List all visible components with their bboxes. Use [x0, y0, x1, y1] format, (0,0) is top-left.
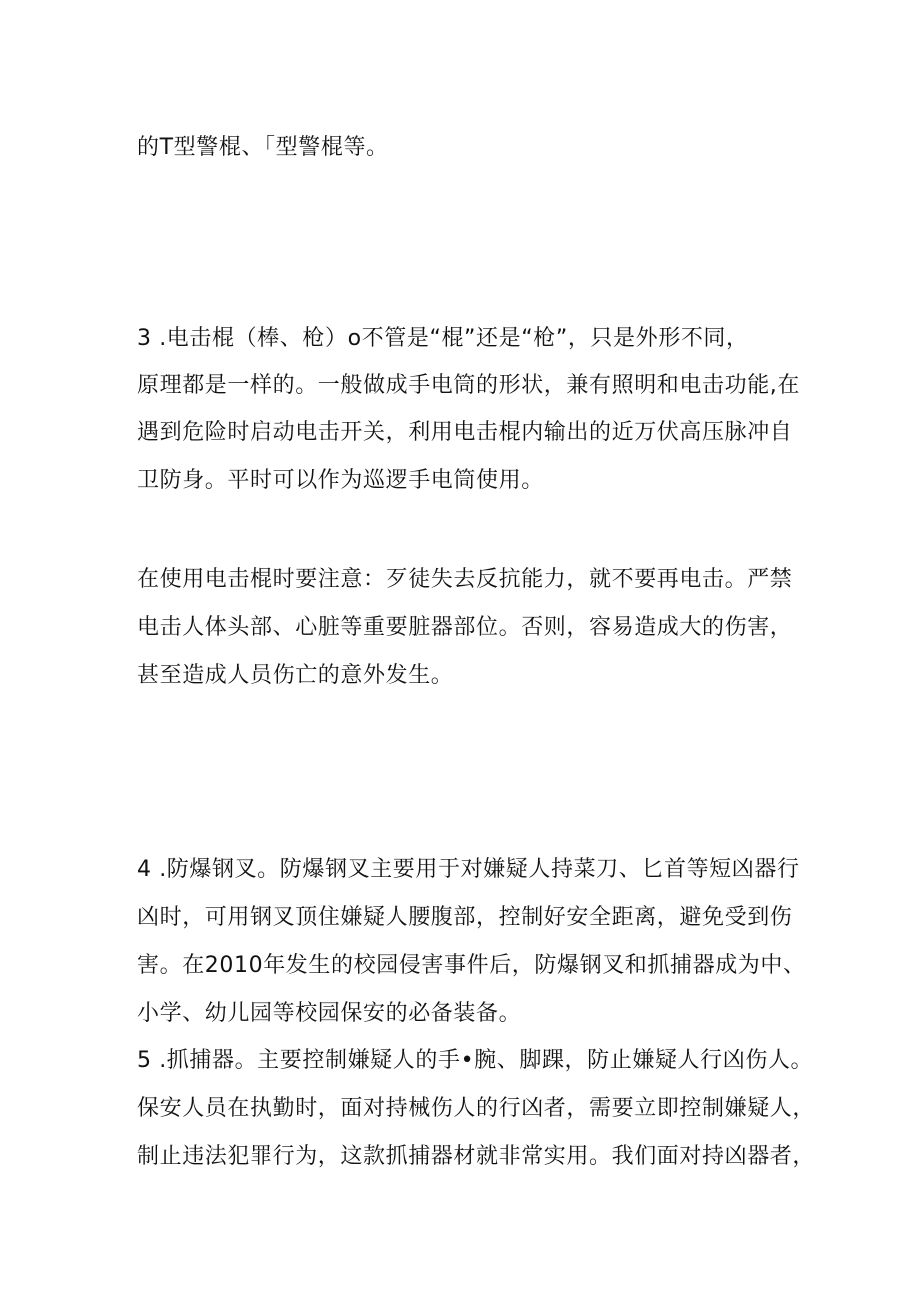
text-line-fork-1: 4 .防爆钢叉。防爆钢叉主要用于对嫌疑人持菜刀、匕首等短凶器行 [137, 857, 800, 882]
text-line-baton-types: 的T型警棍、「型警棍等。 [137, 135, 389, 160]
text-line-catcher-1: 5 .抓捕器。主要控制嫌疑人的手•腕、脚踝，防止嫌疑人行凶伤人。 [137, 1048, 814, 1073]
text-line-fork-2: 凶时，可用钢叉顶住嫌疑人腰腹部，控制好安全距离，避免受到伤 [137, 905, 793, 930]
text-line-stun-baton-2: 原理都是一样的。一般做成手电筒的形状，兼有照明和电击功能,在 [137, 373, 800, 398]
text-line-caution-3: 甚至造成人员伤亡的意外发生。 [137, 663, 454, 688]
text-line-stun-baton-4: 卫防身。平时可以作为巡逻手电筒使用。 [137, 468, 544, 493]
text-line-catcher-3: 制止违法犯罪行为，这款抓捕器材就非常实用。我们面对持凶器者， [137, 1144, 816, 1169]
text-line-fork-4: 小学、幼儿园等校园保安的必备装备。 [137, 1001, 522, 1026]
text-line-caution-2: 电击人体头部、心脏等重要脏器部位。否则，容易造成大的伤害， [137, 615, 793, 640]
text-line-fork-3: 害。在2010年发生的校园侵害事件后，防爆钢叉和抓捕器成为中、 [137, 953, 806, 978]
text-line-stun-baton-3: 遇到危险时启动电击开关，利用电击棍内输出的近万伏高压脉冲自 [137, 420, 793, 445]
text-line-stun-baton-1: 3 .电击棍（棒、枪）o不管是“棍”还是“枪”，只是外形不同， [137, 326, 749, 351]
text-line-caution-1: 在使用电击棍时要注意：歹徒失去反抗能力，就不要再电击。严禁 [137, 567, 793, 592]
text-line-catcher-2: 保安人员在执勤时，面对持械伤人的行凶者，需要立即控制嫌疑人， [137, 1096, 816, 1121]
